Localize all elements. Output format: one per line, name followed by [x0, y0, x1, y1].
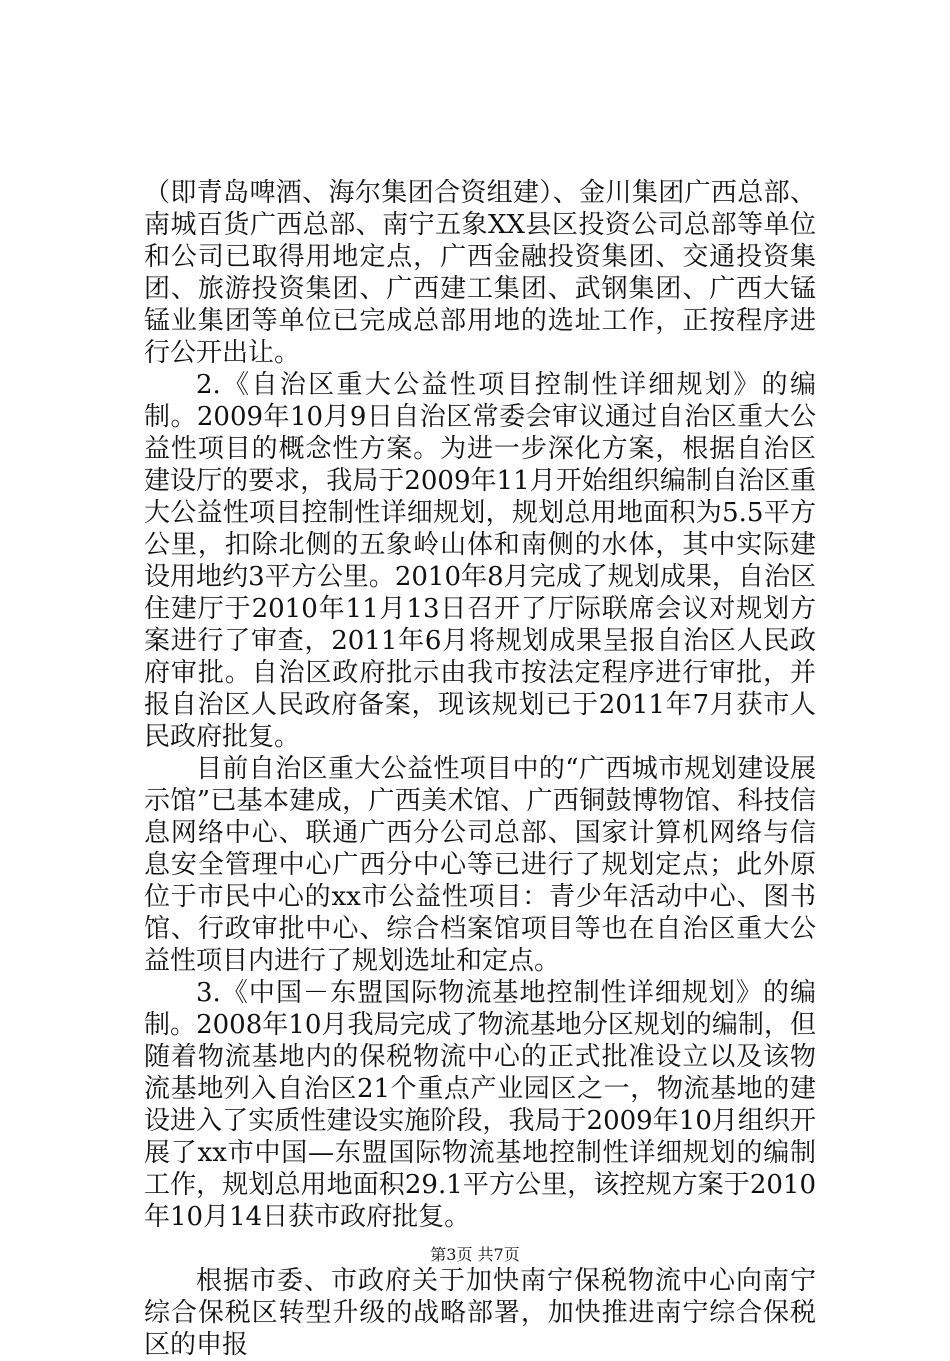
paragraph-section-3: 3.《中国－东盟国际物流基地控制性详细规划》的编制。2008年10月我局完成了物流基地分区规划的编制，但随着物流基地内的保税物流中心的正式批准设立以及该物流基地列入自治区21个重点产业园区之一，物流基地的建设进入了实质性建设实施阶段，我局于2009年10月组织开展了xx市中国—东盟国际物流基地控制性详细规划的编制工作，规划总用地面积29.1平方公里，该控规方案于2010年10月14日获市政府批复。 — [144, 978, 816, 1232]
paragraph-section-2: 2.《自治区重大公益性项目控制性详细规划》的编制。2009年10月9日自治区常委会审议通过自治区重大公益性项目的概念性方案。为进一步深化方案，根据自治区建设厅的要求，我局于2009年11月开始组织编制自治区重大公益性项目控制性详细规划，规划总用地面积为5.5平方公里，扣除北侧的五象岭山体和南侧的水体，其中实际建设用地约3平方公里。2010年8月完成了规划成果，自治区住建厅于2010年11月13日召开了厅际联席会议对规划方案进行了审查，2011年6月将规划成果呈报自治区人民政府审批。自治区政府批示由我市按法定程序进行审批，并报自治区人民政府备案，现该规划已于2011年7月获市人民政府批复。 — [144, 370, 816, 752]
paragraph-public-projects: 目前自治区重大公益性项目中的“广西城市规划建设展示馆”已基本建成，广西美术馆、广西铜鼓博物馆、科技信息网络中心、联通广西分公司总部、国家计算机网络与信息安全管理中心广西分中心等已进行了规划定点；此外原位于市民中心的xx市公益性项目：青少年活动中心、图书馆、行政审批中心、综合档案馆项目等也在自治区重大公益性项目内进行了规划选址和定点。 — [144, 754, 816, 976]
paragraph-bonded-zone: 根据市委、市政府关于加快南宁保税物流中心向南宁综合保税区转型升级的战略部署，加快推进南宁综合保税区的申报 — [144, 1266, 816, 1360]
paragraph-continued: （即青岛啤酒、海尔集团合资组建）、金川集团广西总部、南城百货广西总部、南宁五象XX县区投资公司总部等单位和公司已取得用地定点，广西金融投资集团、交通投资集团、旅游投资集团、广西建工集团、武钢集团、广西大锰锰业集团等单位已完成总部用地的选址工作，正按程序进行公开出让。 — [144, 178, 816, 368]
document-body — [144, 177, 816, 1361]
page-number-footer: 第3页 共7页 — [430, 1245, 520, 1264]
